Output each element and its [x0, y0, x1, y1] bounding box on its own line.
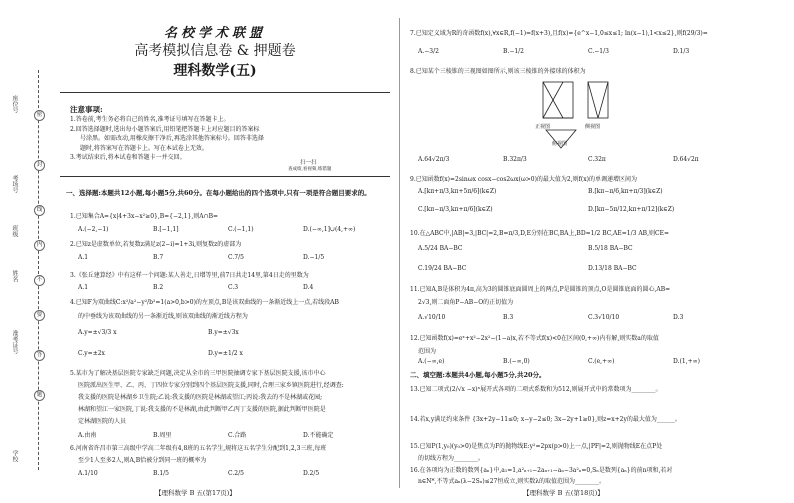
fill-question: 15.已知P(1,y₀)(y₀>0)是焦点为F的抛物线E:y²=2px(p>0)上一点,|PF|=2,则抛物线E在点P处: [410, 443, 663, 450]
notice-line: 题时,将答案写在答题卡上。写在本试卷上无效。: [80, 144, 208, 152]
option: D.3: [673, 314, 684, 321]
question-stem: 12.已知函数f(x)=eˣ+x²−2x²−(1−a)x,若不等式f(x)<0在区间(0,+∞)内有解,则实数a的取值: [410, 335, 659, 342]
option: D.y=±1/2 x: [208, 350, 243, 357]
option: D.(1,+∞): [673, 358, 700, 365]
option: C.32π: [588, 156, 606, 163]
binding-char: 要: [34, 310, 45, 321]
front-view-shape: [543, 82, 573, 118]
name-label: 姓名: [11, 270, 18, 282]
question-stem: 11.已知A,B是体积为4π,高为3的圆锥底面圆周上的两点,P是圆锥的顶点,O是圆锥底面的圆心,AB=: [410, 286, 671, 293]
fill-question: 的切线方程为________。: [418, 455, 485, 462]
question-stem: 7.已知定义域为R的奇函数f(x),∀x∈R,f(−1)=f(x+3),且f(x)={e^x−1,0≤x≤1; ln(x−1),1<x≤2},则f(29/3)=: [410, 30, 708, 37]
option: B.3: [503, 314, 514, 321]
right-page: [408, 0, 788, 503]
brand-title: 名校学术联盟: [163, 26, 266, 41]
option: B.[kπ−π/6,kπ+π/3](k∈Z): [588, 188, 663, 195]
question-stem: 8.已知某个三棱锥的三视图如图所示,则该三棱锥的外接球的体积为: [410, 68, 586, 75]
option: B.[−1,1]: [153, 226, 179, 233]
option: A.5/24 BA−BC: [418, 245, 463, 252]
header-rule: [60, 92, 390, 93]
option: C.−1/3: [588, 48, 609, 55]
option: B.1/5: [153, 470, 169, 477]
notice-rule: [60, 176, 390, 177]
option: D.[kπ−5π/12,kπ+π/12](k∈Z): [588, 206, 675, 213]
question-stem: 林湖和望江一家医院,丁说:我支援的不是林湖,由此判断甲乙丙丁支援的医院,据此判断甲医院是: [78, 406, 326, 413]
page-divider: [399, 18, 400, 488]
fill-question: n∈N*,不等式aₙ(λ−2Sₙ)≤27恒成立,则实数λ的取值范围为________。: [418, 478, 606, 485]
option: D.1/3: [673, 48, 690, 55]
option: B.−1/2: [503, 48, 524, 55]
option: D.64√2π: [673, 156, 699, 163]
option: B.7: [153, 254, 164, 261]
option: D.4: [303, 284, 314, 291]
option: B.周里: [153, 432, 172, 439]
question-stem: 5.某市为了解决基层医院专家缺乏问题,决定从全市的三甲医院抽调专家下基层医院支援,该市中心: [70, 370, 326, 377]
question-stem: 9.已知函数f(x)=2sinωx cosx−cos2ωx(ω>0)的最大值为2,则f(x)的单调递增区间为: [410, 176, 637, 183]
question-stem: 4.已知F为双曲线C:x²/a²−y²/b²=1(a>0,b>0)的左顶点,B是该双曲线的一条渐近线上一点,若线段AB: [70, 299, 339, 306]
question-options: [78, 254, 378, 261]
notice-line: 1.答卷前,考生务必将自己的姓名,准考证号填写在答题卡上。: [70, 116, 230, 123]
binding-char: 封: [34, 160, 45, 171]
page-footer: 【理科数学 B 五(第17页)】: [155, 489, 236, 497]
option: A.(−∞,e): [418, 358, 445, 365]
page-footer: 【理科数学 B 五(第18页)】: [523, 489, 604, 497]
question-options: [418, 358, 758, 365]
fill-question: 13.已知二项式(2/√x −x)ⁿ展开式各项的二项式系数和为512,则展开式中的常数项为________。: [410, 386, 662, 393]
top-view-label: 俯视图: [552, 141, 568, 147]
notice-line: 3.考试结束后,将本试卷和答题卡一并交回。: [70, 154, 186, 161]
binding-margin: [0, 0, 56, 503]
front-view-label: 正视图: [535, 124, 551, 130]
side-view-label: 侧视图: [585, 124, 601, 130]
fill-question: 16.在各项均为正数的数列{aₙ}中,a₁=1,a²ₙ₊₁−2aₙ₊₁−aₙ−3a²ₙ=0,Sₙ是数列{aₙ}的前n项和,若对: [410, 467, 673, 474]
question-stem: 医院派出医生甲、乙、丙、丁四位专家分别到四个基层医院支援,同时,合理三家乡镇医院进行,经调查:: [78, 382, 344, 389]
option: C.19/24 BA−BC: [418, 265, 467, 272]
question-options: [418, 245, 758, 252]
question-stem: 6.河南省许昌市第三高级中学高二年级有4,8班的五名学生,规将这五名学生分配到1,2,3三班,每班: [70, 445, 327, 452]
option: C.合路: [228, 432, 247, 439]
question-options: [78, 284, 378, 291]
section-heading: 二、填空题:本题共4小题,每小题5分,共20分。: [410, 371, 546, 379]
binding-char: 线: [34, 205, 45, 216]
class-label: 班级: [11, 225, 18, 237]
question-stem: 10.在△ABC中,|AB|=3,|BC|=2,B=π/3,D,E分别在BC,BA上,BD=1/2 BC,AE=1/3 AB,则CE=: [410, 230, 669, 237]
question-options: [418, 188, 758, 195]
question-options: [418, 314, 758, 321]
question-options: [418, 206, 758, 213]
option: B.y=±√3x: [208, 329, 239, 336]
question-stem: 1.已知集合A={x|4+3x−x²≥0},B={−2,1},则A∩B=: [70, 213, 219, 220]
question-stem: 2.已知z是虚数单位,若复数z满足z(2−i)=1+3i,则复数z的虚部为: [70, 241, 242, 248]
notice-list: [70, 115, 370, 163]
question-stem: 范围为: [418, 348, 437, 355]
option: B.(−∞,0): [503, 358, 530, 365]
exam-subtitle: 高考模拟信息卷 & 押题卷: [134, 43, 296, 59]
exam-room-label: 考场号: [11, 175, 18, 193]
scan-caption: 查成绩,看视频,练错题: [288, 167, 332, 172]
option: C.7/5: [228, 254, 244, 261]
binding-char: 密: [34, 110, 45, 121]
option: B.32π/3: [503, 156, 527, 163]
binding-char: 题: [34, 390, 45, 401]
option: A.−3/2: [418, 48, 439, 55]
question-options: [78, 430, 378, 439]
question-options: [418, 48, 758, 55]
question-stem: 定林湖医院的人员: [78, 418, 127, 425]
scan-label: 扫一扫: [300, 160, 317, 166]
binding-char: 内: [34, 240, 45, 251]
question-options: [418, 265, 758, 272]
notice-title: 注意事项:: [70, 105, 103, 114]
option: A.由南: [78, 432, 97, 439]
school-label: 学校: [11, 450, 18, 462]
option: A.(−2,−1): [78, 226, 109, 233]
question-stem: 至少1人至多2人,则A,B恰被分到同一班的概率为: [78, 457, 207, 464]
option: A.1: [78, 254, 89, 261]
binding-char: 不: [34, 275, 45, 286]
option: C.(e,+∞): [588, 358, 615, 365]
option: D.2/5: [303, 470, 320, 477]
option: B.5/18 BA−BC: [588, 245, 633, 252]
option: C.3: [228, 284, 239, 291]
three-view-figure: [528, 78, 638, 150]
option: A.1/10: [78, 470, 98, 477]
option: A.y=±√3/3 x: [78, 329, 117, 336]
option: A.√10/10: [418, 314, 446, 321]
question-options: [78, 226, 378, 233]
question-stem: 2√3,则二面角P−AB−O的正切值为: [418, 299, 514, 306]
section-heading: 一、选择题:本题共12小题,每小题5分,共60分。在每小题给出的四个选项中,只有一项是符合题目要求的。: [66, 189, 371, 197]
option: A.1: [78, 284, 89, 291]
side-view-shape: [588, 82, 608, 118]
question-options: [78, 329, 338, 336]
option: B.2: [153, 284, 164, 291]
question-options: [418, 156, 758, 163]
seat-number-label: 座位号: [11, 95, 18, 113]
question-stem: 3.《张丘建算经》中有这样一个问题:某人善走,日增等里,前7日共走14里,第4日走的里数为: [70, 272, 309, 279]
subject-title: 理科数学(五): [173, 63, 257, 79]
option: D.13/18 BA−BC: [588, 265, 637, 272]
binding-char: 答: [34, 350, 45, 361]
option: D.不能确定: [303, 432, 334, 439]
option: C.3√10/10: [588, 314, 620, 321]
binding-line: [38, 70, 39, 470]
fill-question: 14.若x,y满足约束条件 {3x+2y−11≤0; x−y−2≤0; 3x−2y+1≥0},则z=x+2y的最大值为______。: [410, 416, 681, 423]
option: C.(−1,1): [228, 226, 254, 233]
question-options: [78, 470, 378, 477]
option: C.y=±2x: [78, 350, 105, 357]
option: A.64√2π/3: [418, 156, 450, 163]
option: D.(−∞,1]∪(4,+∞): [303, 226, 356, 233]
question-options: [78, 350, 338, 357]
question-stem: 的中垂线为该双曲线的另一条渐近线,则该双曲线的渐近线方程为: [78, 313, 248, 320]
left-page: [60, 0, 390, 503]
option: A.[kπ+π/3,kπ+5π/6](k∈Z): [418, 188, 497, 195]
question-stem: 我支援的医院是林湖乡卫生院;乙说:我支援的医院是林湖或望江;丙说:我去的不是林湖或花园;: [78, 394, 323, 401]
option: C.2/5: [228, 470, 244, 477]
option: D.−1/5: [303, 254, 325, 261]
option: C.[kπ−π/3,kπ+π/6](k∈Z): [418, 206, 493, 213]
notice-line: 2.回答选择题时,选出每小题答案后,用铅笔把答题卡上对应题目的答案标: [70, 125, 260, 133]
ticket-number-label: 准考证号: [11, 330, 18, 354]
notice-line: 号涂黑。如需改动,用橡皮擦干净后,再选涂其他答案标号。回答非选择: [80, 135, 264, 142]
